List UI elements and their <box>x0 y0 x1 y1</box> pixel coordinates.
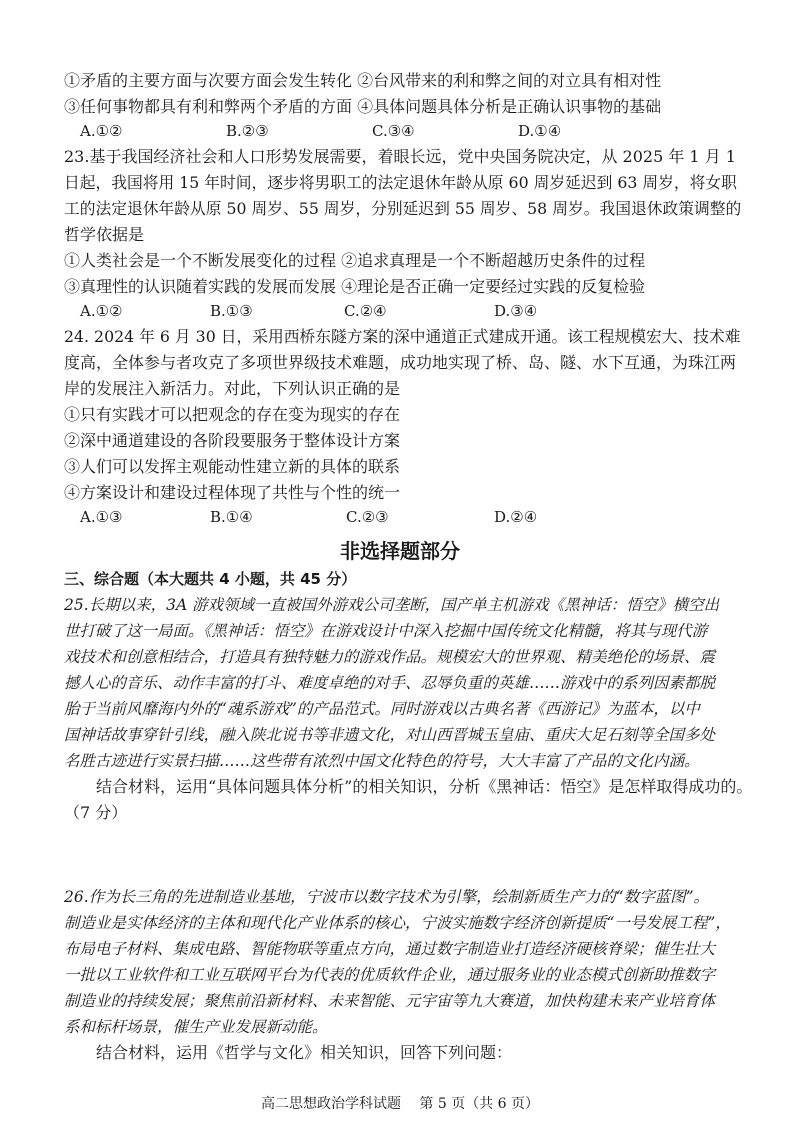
q24-stem-line: 24. 2024 年 6 月 30 日，采用西桥东隧方案的深中通道正式建成开通。该工程规模宏大、技术难 <box>64 327 741 346</box>
q24-option: ②深中通道建设的各阶段要服务于整体设计方案 <box>64 431 401 450</box>
part3-heading: 三、综合题（本大题共 4 小题，共 45 分） <box>64 570 357 588</box>
q22-choices <box>80 118 720 144</box>
section-title: 非选择题部分 <box>340 539 460 563</box>
q24-stem-line: 岸的发展注入新活力。对此，下列认识正确的是 <box>64 379 401 398</box>
q22-option-row-1: ①矛盾的主要方面与次要方面会发生转化 ②台风带来的利和弊之间的对立具有相对性 <box>64 71 662 90</box>
q23-choices <box>80 298 720 324</box>
q25-material-line: 国神话故事穿针引线，融入陕北说书等非遗文化，对山西晋城玉皇庙、重庆大足石刻等全国多处 <box>64 726 716 744</box>
q22-choice-d: D.①④ <box>518 122 562 140</box>
q26-question: 结合材料，运用《哲学与文化》相关知识，回答下列问题： <box>96 1043 513 1062</box>
q24-stem-line: 度高，全体参与者攻克了多项世界级技术难题，成功地实现了桥、岛、隧、水下互通，为珠江两 <box>64 353 737 372</box>
q23-choice-b: B.①③ <box>210 302 253 320</box>
q24-option: ③人们可以发挥主观能动性建立新的具体的联系 <box>64 457 401 476</box>
q26-material-line: 布局电子材料、集成电路、智能物联等重点方向，通过数字制造业打造经济硬核脊梁；催生壮大 <box>64 940 716 958</box>
q23-option-row-2: ③真理性的认识随着实践的发展而发展 ④理论是否正确一定要经过实践的反复检验 <box>64 277 646 296</box>
q24-option: ①只有实践才可以把观念的存在变为现实的存在 <box>64 405 401 424</box>
q24-option: ④方案设计和建设过程体现了共性与个性的统一 <box>64 483 401 502</box>
q22-option-row-2: ③任何事物都具有利和弊两个矛盾的方面 ④具体问题具体分析是正确认识事物的基础 <box>64 97 662 116</box>
q26-material-line: 制造业的持续发展；聚焦前沿新材料、未来智能、元宇宙等九大赛道，加快构建未来产业培育体 <box>64 992 716 1010</box>
q23-stem-line: 哲学依据是 <box>64 225 145 244</box>
q22-choice-a: A.①② <box>80 122 123 140</box>
q26-material-line: 一批以工业软件和工业互联网平台为代表的优质软件企业，通过服务业的业态模式创新助推数字 <box>64 966 716 984</box>
q25-material-line: 世打破了这一局面。《黑神话：悟空》在游戏设计中深入挖掘中国传统文化精髓，将其与现代游 <box>64 622 708 640</box>
page-footer: 高二思想政治学科试题 第 5 页（共 6 页） <box>260 1096 540 1112</box>
q25-material-line: 名胜古迹进行实景扫描……这些带有浓烈中国文化特色的符号，大大丰富了产品的文化内涵。 <box>64 752 700 770</box>
q26-material-line: 26.作为长三角的先进制造业基地，宁波市以数字技术为引擎，绘制新质生产力的“数字蓝图”。 <box>64 888 710 906</box>
q25-material-line: 胎于当前风靡海内外的“魂系游戏”的产品范式。同时游戏以古典名著《西游记》为蓝本，以中 <box>64 700 700 718</box>
q24-choices <box>80 504 720 530</box>
q23-stem-line: 23.基于我国经济社会和人口形势发展需要，着眼长远，党中央国务院决定，从 2025 年 1 月 1 <box>64 147 736 166</box>
q26-material-line: 系和标杆场景，催生产业发展新动能。 <box>64 1018 328 1036</box>
q22-choice-b: B.②③ <box>226 122 269 140</box>
q25-material-line: 25.长期以来，3A 游戏领域一直被国外游戏公司垄断，国产单主机游戏《黑神话：悟空》横空出 <box>64 596 720 614</box>
q25-score: （7 分） <box>64 803 128 822</box>
q23-choice-d: D.③④ <box>494 302 538 320</box>
q23-stem-line: 工的法定退休年龄从原 50 周岁、55 周岁，分别延迟到 55 周岁、58 周岁。我国退休政策调整的 <box>64 199 742 218</box>
q22-choice-c: C.③④ <box>372 122 415 140</box>
q25-material-line: 戏技术和创意相结合，打造具有独特魅力的游戏作品。规模宏大的世界观、精美绝伦的场景、震 <box>64 648 716 666</box>
q24-choice-d: D.②④ <box>494 508 538 526</box>
q23-choice-a: A.①② <box>80 302 123 320</box>
q23-option-row-1: ①人类社会是一个不断发展变化的过程 ②追求真理是一个不断超越历史条件的过程 <box>64 251 646 270</box>
q24-choice-c: C.②③ <box>346 508 389 526</box>
q25-question: 结合材料，运用“具体问题具体分析”的相关知识，分析《黑神话：悟空》是怎样取得成功的。 <box>96 777 753 796</box>
q25-material-line: 撼人心的音乐、动作丰富的打斗、难度卓绝的对手、忍辱负重的英雄……游戏中的系列因素都脱 <box>64 674 716 692</box>
q23-stem-line: 日起，我国将用 15 年时间，逐步将男职工的法定退休年龄从原 60 周岁延迟到 63 周岁，将女职 <box>64 173 737 192</box>
q23-choice-c: C.②④ <box>344 302 387 320</box>
q24-choice-a: A.①③ <box>80 508 123 526</box>
q24-choice-b: B.①④ <box>210 508 253 526</box>
q26-material-line: 制造业是实体经济的主体和现代化产业体系的核心，宁波实施数字经济创新提质“一号发展工程”， <box>64 914 731 932</box>
